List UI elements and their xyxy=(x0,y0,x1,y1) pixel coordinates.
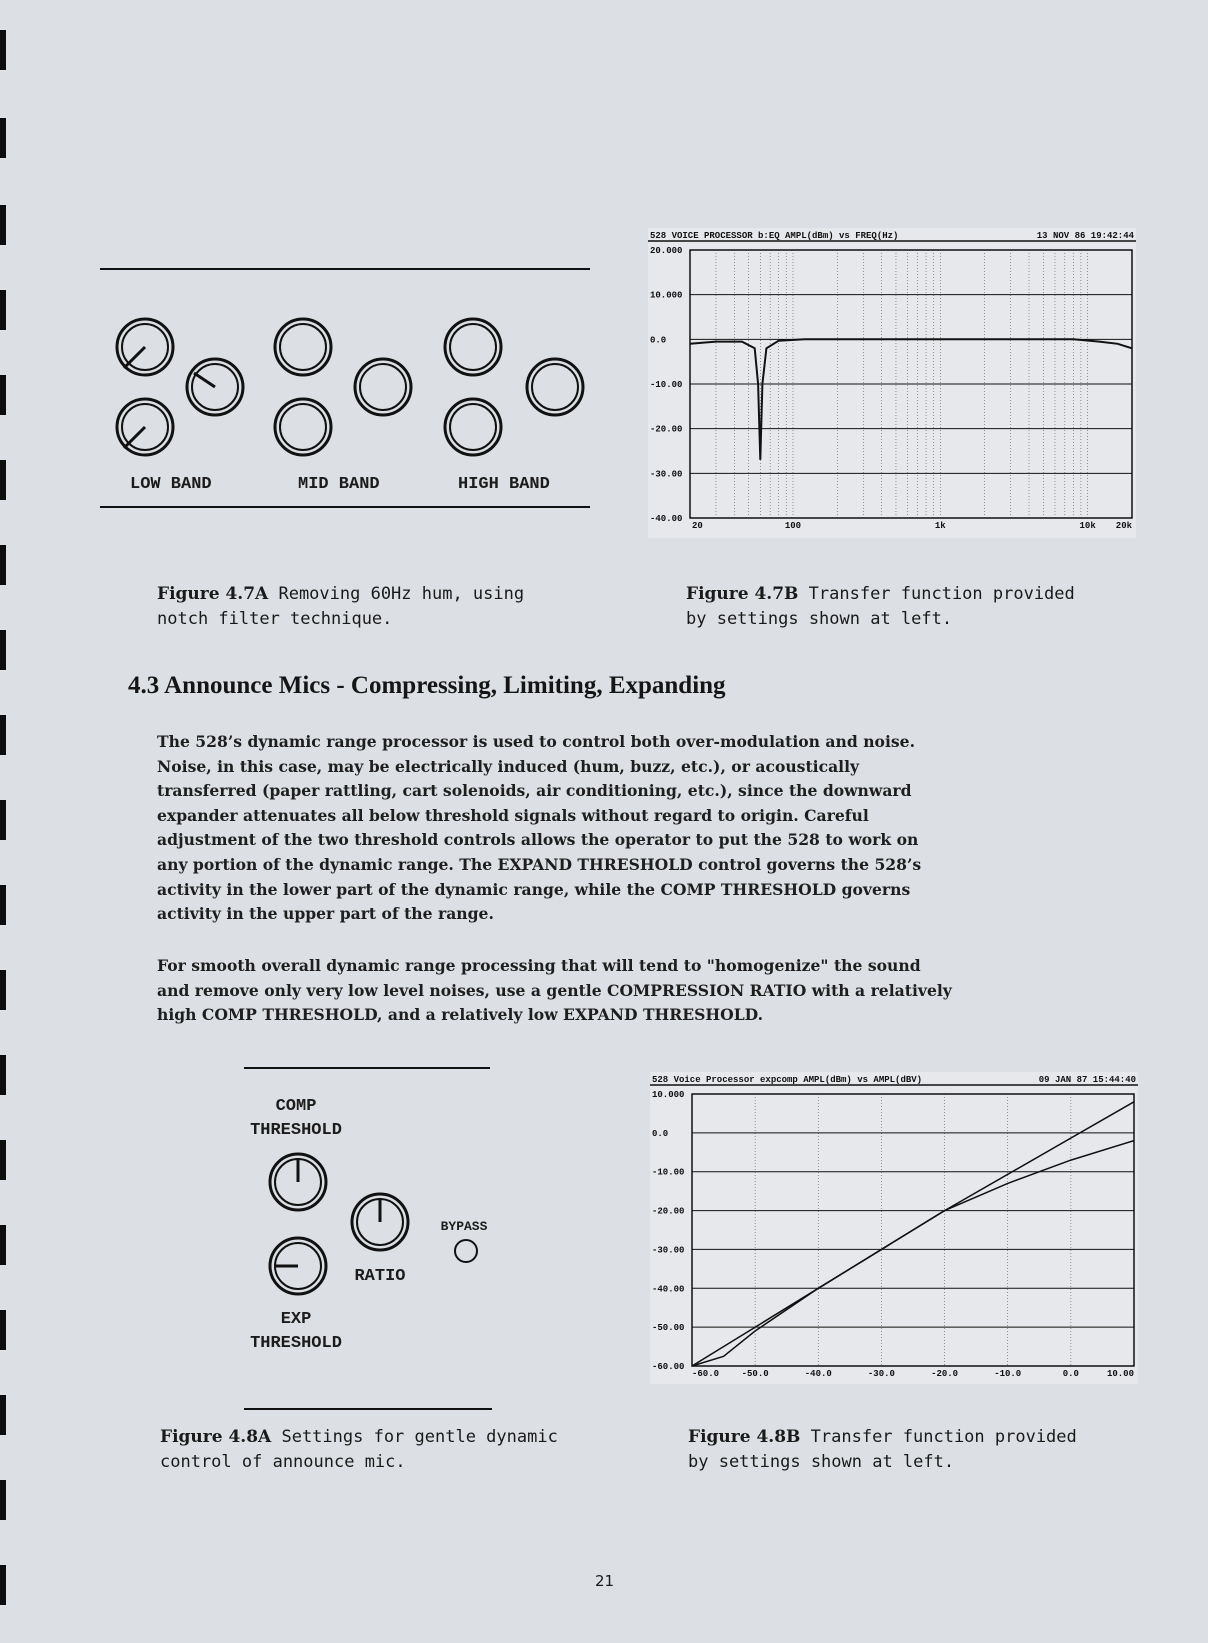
low-band-knob-middle[interactable] xyxy=(187,359,243,415)
section-title: 4.3 Announce Mics - Compressing, Limiting, Expanding xyxy=(128,672,726,699)
fig47b-caption-line1: Transfer function provided xyxy=(798,584,1075,604)
paragraph-1-line: Noise, in this case, may be electrically induced (hum, buzz, etc.), or acoustically xyxy=(157,756,860,776)
plot1-header-left: 528 VOICE PROCESSOR b:EQ AMPL(dBm) vs FREQ(Hz) xyxy=(650,231,899,241)
plot2-x-tick-label: -60.0 xyxy=(692,1369,720,1379)
ratio-label: RATIO xyxy=(354,1267,406,1286)
figure-4-8a-caption xyxy=(160,1425,558,1475)
bypass-label: BYPASS xyxy=(440,1219,488,1234)
fig47a-caption-line1: Removing 60Hz hum, using xyxy=(268,584,525,604)
paragraph-1-line: any portion of the dynamic range. The EXPAND THRESHOLD control governs the 528’s xyxy=(157,854,922,874)
mid-band-label: MID BAND xyxy=(298,475,380,494)
plot1-y-tick-label: 10.000 xyxy=(650,290,683,301)
plot2-header-left: 528 Voice Processor expcomp AMPL(dBm) vs AMPL(dBV) xyxy=(652,1075,923,1085)
plot1-header-right: 13 NOV 86 19:42:44 xyxy=(1036,231,1134,241)
mid-band-knob-bottom[interactable] xyxy=(275,399,331,455)
plot2-x-tick-label: -50.0 xyxy=(741,1369,769,1379)
plot2-y-tick-label: -20.00 xyxy=(652,1206,685,1217)
plot2-x-tick-label: 10.00 xyxy=(1106,1369,1134,1379)
plot2-x-tick-label: 0.0 xyxy=(1062,1369,1079,1379)
plot2-y-tick-label: 10.000 xyxy=(652,1090,685,1100)
plot2-y-tick-label: -10.00 xyxy=(652,1167,685,1178)
spiral-binding xyxy=(0,0,14,1643)
fig48b-caption-line1: Transfer function provided xyxy=(800,1427,1077,1447)
figure-4-8b-comp-plot xyxy=(650,1072,1138,1384)
mid-band-knob-top[interactable] xyxy=(275,319,331,375)
paragraph-1 xyxy=(157,730,1117,927)
figure-4-8a-compressor-panel xyxy=(240,1060,500,1415)
paragraph-1-line: transferred (paper rattling, cart solenoids, air conditioning, etc.), since the downward xyxy=(157,781,912,801)
high-band-label: HIGH BAND xyxy=(458,475,550,494)
page-number: 21 xyxy=(595,1572,615,1590)
paragraph-2-line: For smooth overall dynamic range processing that will tend to "homogenize" the sound xyxy=(157,956,921,975)
figure-4-8b-caption xyxy=(688,1425,1077,1475)
plot2-y-tick-label: -30.00 xyxy=(652,1245,685,1256)
fig48a-caption-line2: control of announce mic. xyxy=(160,1452,406,1472)
paragraph-2-line: high COMP THRESHOLD, and a relatively low EXPAND THRESHOLD. xyxy=(157,1005,764,1025)
exp-threshold-knob[interactable] xyxy=(270,1238,326,1294)
paragraph-1-line: The 528’s dynamic range processor is used to control both over-modulation and noise. xyxy=(157,732,915,751)
fig47a-caption-title: Figure 4.7A xyxy=(157,584,269,604)
plot1-x-tick-label: 20 xyxy=(692,521,703,531)
low-band-knob-top[interactable] xyxy=(117,319,173,375)
comp-threshold-label-1: COMP xyxy=(275,1097,317,1116)
plot1-y-tick-label: -30.00 xyxy=(650,469,683,480)
mid-band-knob-middle[interactable] xyxy=(355,359,411,415)
plot1-x-tick-label: 1k xyxy=(934,521,946,531)
plot1-x-tick-label: 100 xyxy=(784,521,802,531)
figure-4-7b-eq-plot xyxy=(648,228,1136,538)
comp-threshold-knob[interactable] xyxy=(270,1154,326,1210)
low-band-label: LOW BAND xyxy=(130,475,212,494)
fig48a-caption-title: Figure 4.8A xyxy=(160,1427,272,1447)
figure-4-7a-eq-panel xyxy=(100,255,595,515)
high-band-knob-top[interactable] xyxy=(445,319,501,375)
plot2-y-tick-label: -40.00 xyxy=(652,1284,685,1295)
plot1-y-tick-label: -20.00 xyxy=(650,424,683,435)
low-band-knob-bottom[interactable] xyxy=(117,399,173,455)
paragraph-1-line: expander attenuates all below threshold signals without regard to origin. Careful xyxy=(157,805,869,825)
plot1-y-tick-label: -10.00 xyxy=(650,380,683,390)
plot2-x-tick-label: -30.0 xyxy=(867,1369,895,1379)
plot2-x-tick-label: -40.0 xyxy=(804,1369,832,1379)
paragraph-1-line: activity in the upper part of the range. xyxy=(157,904,494,924)
figure-4-7a-caption xyxy=(157,582,524,632)
plot2-header-right: 09 JAN 87 15:44:40 xyxy=(1038,1075,1136,1085)
paragraph-1-line: adjustment of the two threshold controls allows the operator to put the 528 to work on xyxy=(157,830,919,850)
ratio-knob[interactable] xyxy=(352,1194,408,1250)
fig47a-caption-line2: notch filter technique. xyxy=(157,609,393,629)
plot2-y-tick-label: -60.00 xyxy=(652,1362,685,1372)
plot1-x-tick-label: 10k xyxy=(1079,521,1096,531)
plot2-x-tick-label: -20.0 xyxy=(931,1369,959,1379)
high-band-knob-middle[interactable] xyxy=(527,359,583,415)
plot2-y-tick-label: -50.00 xyxy=(652,1323,685,1334)
paragraph-2 xyxy=(157,954,1117,1028)
fig48a-caption-line1: Settings for gentle dynamic xyxy=(271,1427,558,1447)
fig47b-caption-title: Figure 4.7B xyxy=(686,584,799,604)
exp-threshold-label-1: EXP xyxy=(280,1310,312,1329)
bypass-button[interactable] xyxy=(455,1240,477,1262)
high-band-knob-bottom[interactable] xyxy=(445,399,501,455)
fig47b-caption-line2: by settings shown at left. xyxy=(686,609,953,629)
plot1-y-tick-label: 20.000 xyxy=(650,246,683,256)
plot2-y-tick-label: 0.0 xyxy=(652,1128,669,1139)
exp-threshold-label-2: THRESHOLD xyxy=(250,1334,342,1353)
fig48b-caption-line2: by settings shown at left. xyxy=(688,1452,955,1472)
comp-threshold-label-2: THRESHOLD xyxy=(250,1121,342,1140)
plot1-x-tick-label: 20k xyxy=(1115,521,1132,531)
paragraph-1-line: activity in the lower part of the dynamic range, while the COMP THRESHOLD governs xyxy=(157,879,911,899)
plot1-y-tick-label: -40.00 xyxy=(650,514,683,524)
fig48b-caption-title: Figure 4.8B xyxy=(688,1427,801,1447)
figure-4-7b-caption xyxy=(686,582,1075,632)
plot2-x-tick-label: -10.0 xyxy=(994,1369,1022,1379)
plot1-y-tick-label: 0.0 xyxy=(650,335,667,346)
paragraph-2-line: and remove only very low level noises, use a gentle COMPRESSION RATIO with a relatively xyxy=(157,980,952,1000)
